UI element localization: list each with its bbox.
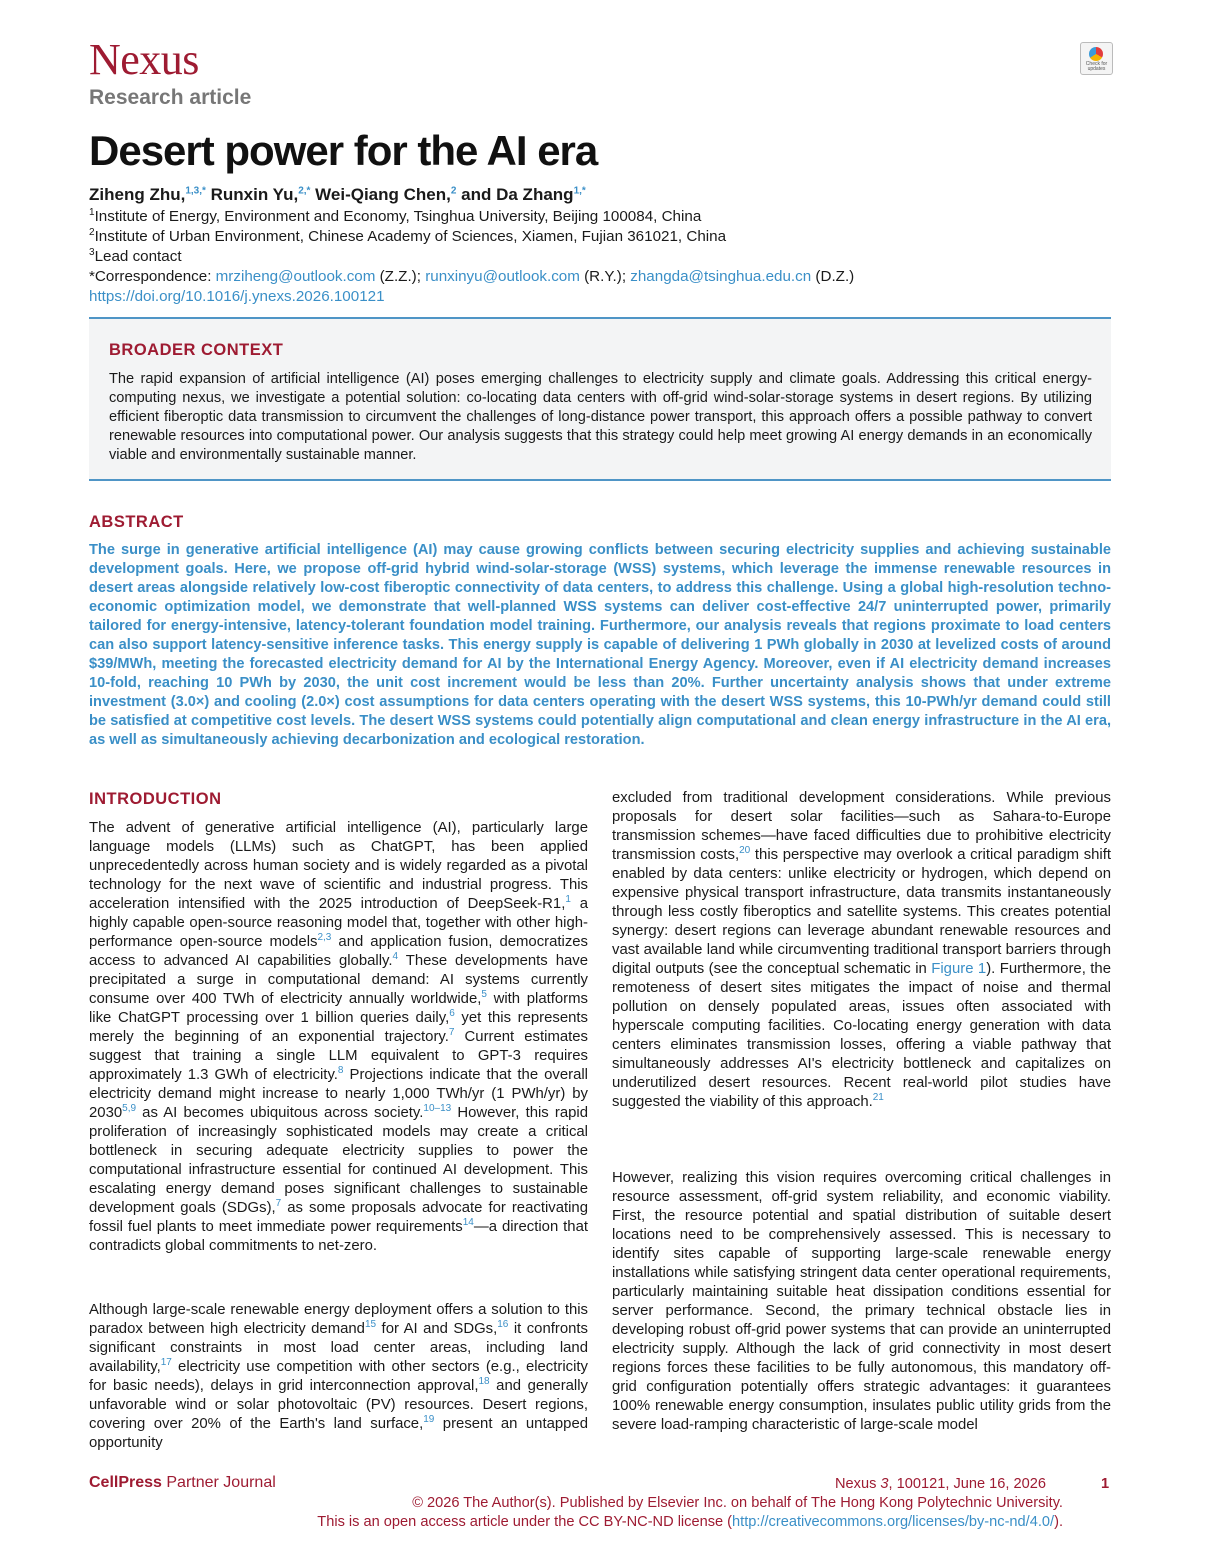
correspondence <box>89 267 854 287</box>
paragraph-text: it confronts significant constraints in most load center areas, including land availability, <box>89 1321 588 1375</box>
citation-volume: 3 <box>880 1476 889 1492</box>
email-link[interactable]: mrziheng@outlook.com <box>215 268 376 285</box>
paragraph-text: These developments have precipitated a surge in computational demand: AI systems currently consume over 400 TWh of electricity annually worldwide, <box>89 953 588 1007</box>
paragraph-text: with platforms like ChatGPT processing over 1 billion queries daily, <box>89 991 588 1026</box>
paragraph-text: as AI becomes ubiquitous across society. <box>136 1105 424 1121</box>
page-number: 1 <box>1101 1476 1110 1492</box>
figure-link[interactable]: Figure 1 <box>931 961 987 977</box>
license-text-end: ). <box>1054 1514 1063 1530</box>
paragraph-text: a highly capable open-source reasoning model that, together with other high-performance open-source models <box>89 896 588 950</box>
abstract-text: The surge in generative artificial intelligence (AI) may cause growing conflicts between securing electricity supplies and achieving sustainable development goals. Here, we propose off-grid hybrid wind-solar-storage (WSS) systems, which leverage the immense renewable resources in desert areas alongside relatively low-cost fiberoptic connectivity of data centers, to address this challenge. Using a global high-resolution techno-economic optimization model, we demonstrate that well-planned WSS systems can deliver cost-effective 24/7 uninterrupted power, primarily tailored for energy-intensive, latency-tolerant foundation model training. Furthermore, our analysis reveals that regions proximate to load centers can also support latency-sensitive inference tasks. This energy supply is capable of delivering 1 PWh globally in 2030 at levelized costs of around $39/MWh, meeting the forecasted electricity demand for AI by the International Energy Agency. Moreover, even if AI electricity demand increases 10-fold, reaching 10 PWh by 2030, the unit cost increment would be less than 20%. Further uncertainty analysis shows that under extreme investment (3.0×) and cooling (2.0×) cost assumptions for data centers operating with the desert WSS systems, this 10-PWh/yr demand could still be satisfied at competitive cost levels. The desert WSS systems could potentially align computational and clean energy infrastructure in the AI era, as well as simultaneously achieving decarbonization and ecological restoration. <box>89 542 1111 748</box>
author-list <box>89 184 586 206</box>
email-link[interactable]: zhangda@tsinghua.edu.cn <box>630 268 812 285</box>
email-owner: (R.Y.); <box>579 268 631 285</box>
broader-context-heading: BROADER CONTEXT <box>109 341 284 359</box>
paragraph-text: yet this represents merely the beginning of an exponential trajectory. <box>89 1010 588 1045</box>
email-link[interactable]: runxinyu@outlook.com <box>425 268 580 285</box>
license-text: This is an open access article under the CC BY-NC-ND license ( <box>317 1514 733 1530</box>
paragraph-text: Projections indicate that the overall electricity demand might increase to nearly 1,000 TWh/yr (1 PWh/yr) by 2030 <box>89 1067 588 1121</box>
reference-link[interactable]: 2,3 <box>317 932 332 944</box>
introduction-paragraph <box>89 1301 588 1453</box>
reference-link[interactable]: 17 <box>160 1357 172 1369</box>
copyright-line: © 2026 The Author(s). Published by Elsevier Inc. on behalf of The Hong Kong Polytechnic University. <box>412 1495 1063 1511</box>
partner-journal-tag: Partner Journal <box>161 1474 276 1491</box>
paragraph-text: and generally unfavorable wind or solar photovoltaic (PV) resources. Desert regions, covering over 20% of the Earth's land surface, <box>89 1378 588 1432</box>
author-sup[interactable]: 2,* <box>298 185 311 197</box>
cellpress-logo-text: CellPress <box>89 1474 162 1491</box>
reference-link[interactable]: 4 <box>392 951 399 963</box>
paragraph-text: Current estimates suggest that training a single LLM equivalent to GPT-3 requires approximately 1.3 GWh of electricity. <box>89 1029 588 1083</box>
introduction-paragraph <box>612 789 1111 1112</box>
author-sup[interactable]: 1,* <box>573 185 586 197</box>
reference-link[interactable]: 15 <box>364 1319 377 1331</box>
reference-link[interactable]: 5,9 <box>122 1103 137 1115</box>
reference-link[interactable]: 6 <box>449 1008 455 1020</box>
doi-link[interactable]: https://doi.org/10.1016/j.ynexs.2026.100121 <box>89 288 385 305</box>
broader-context-text: The rapid expansion of artificial intelligence (AI) poses emerging challenges to electricity supply and climate goals. Addressing this critical energy-computing nexus, we investigate a potential solution: co-locating data centers with off-grid wind-solar-storage systems in desert regions. By utilizing efficient fiberoptic data transmission to circumvent the challenges of long-distance power transport, this approach offers a possible pathway to convert renewable resources into computational power. Our analysis suggests that this strategy could help meet growing AI energy demands in an economically viable and environmentally sustainable manner. <box>109 371 1092 463</box>
reference-link[interactable]: 10–13 <box>423 1103 452 1115</box>
introduction-heading: INTRODUCTION <box>89 790 222 808</box>
paragraph-text: for AI and SDGs, <box>376 1321 498 1337</box>
paragraph-text: present an untapped opportunity <box>89 1416 589 1451</box>
introduction-paragraph <box>612 1169 1111 1435</box>
reference-link[interactable]: 7 <box>275 1198 282 1210</box>
author-name: Ziheng Zhu, <box>89 185 186 204</box>
crossmark-badge[interactable] <box>1080 42 1113 75</box>
abstract-heading: ABSTRACT <box>89 513 184 531</box>
citation-details: , 100121, June 16, 2026 <box>888 1476 1046 1492</box>
affiliation-text: Institute of Urban Environment, Chinese Academy of Sciences, Xiamen, Fujian 361021, China <box>94 228 727 245</box>
crossmark-label: Check for updates <box>1085 61 1108 72</box>
paragraph-text: Although large-scale renewable energy deployment offers a solution to this paradox between high electricity demand <box>89 1302 588 1337</box>
author-name: and Da Zhang <box>461 185 574 204</box>
reference-link[interactable]: 8 <box>337 1065 344 1077</box>
affiliation <box>89 227 726 247</box>
reference-link[interactable]: 1 <box>565 894 571 906</box>
affiliation-text: Lead contact <box>94 248 182 265</box>
reference-link[interactable]: 14 <box>462 1217 474 1229</box>
paragraph-text: —a direction that contradicts global commitments to net-zero. <box>89 1219 588 1254</box>
article-type: Research article <box>89 86 252 109</box>
crossmark-icon <box>1089 47 1103 61</box>
footer-citation <box>835 1475 1046 1494</box>
affiliation-number: 2 <box>89 226 95 238</box>
affiliation-number: 3 <box>89 246 95 258</box>
reference-link[interactable]: 18 <box>478 1376 490 1388</box>
affiliation <box>89 247 182 267</box>
paragraph-text: excluded from traditional development considerations. While previous proposals for desert solar facilities—such as Sahara-to-Europe transmission schemes—have faced difficulties due to prohibitive electricity transmission costs, <box>612 790 1111 863</box>
reference-link[interactable]: 16 <box>497 1319 509 1331</box>
article-title: Desert power for the AI era <box>89 127 598 174</box>
affiliation-text: Institute of Energy, Environment and Economy, Tsinghua University, Beijing 100084, China <box>94 208 702 225</box>
author-name: Runxin Yu, <box>210 185 299 204</box>
email-owner: (D.Z.) <box>811 268 855 285</box>
citation-journal: Nexus <box>835 1476 881 1492</box>
license-line <box>89 1513 1063 1532</box>
reference-link[interactable]: 5 <box>481 989 487 1001</box>
paragraph-text: as some proposals advocate for reactivating fossil fuel plants to meet immediate power requirements <box>89 1200 588 1235</box>
reference-link[interactable]: 20 <box>739 845 751 857</box>
reference-link[interactable]: 7 <box>448 1027 455 1039</box>
reference-link[interactable]: 21 <box>872 1092 884 1104</box>
author-name: Wei-Qiang Chen, <box>315 185 451 204</box>
author-sup[interactable]: 1,3,* <box>185 185 206 197</box>
email-owner: (Z.Z.); <box>375 268 426 285</box>
paragraph-text: electricity use competition with other sectors (e.g., electricity for basic needs), delays in grid interconnection approval, <box>89 1359 588 1394</box>
author-sup[interactable]: 2 <box>450 185 457 197</box>
journal-name: Nexus <box>89 35 199 84</box>
cellpress-logo <box>89 1473 276 1493</box>
license-link[interactable]: http://creativecommons.org/licenses/by-nc-nd/4.0/ <box>732 1514 1055 1530</box>
paragraph-text: However, realizing this vision requires overcoming critical challenges in resource assessment, off-grid system reliability, and economic viability. First, the resource potential and spatial distribution of suitable desert locations need to be comprehensively assessed. This is necessary to identify sites capable of supporting large-scale renewable energy installations while satisfying stringent data center operational requirements, particularly maintaining suitable heat dissipation conditions essential for server performance. Second, the primary technical obstacle lies in developing robust off-grid power systems that can provide an uninterrupted electricity supply. Although the lack of grid connectivity in most desert regions forces these facilities to be fully autonomous, this mandatory off-grid configuration potentially offers strategic advantages: it guarantees 100% renewable energy consumption, insulates public utility grids from the severe load-ramping characteristic of large-scale model <box>612 1170 1111 1433</box>
affiliation-number: 1 <box>89 206 95 218</box>
paragraph-text: this perspective may overlook a critical paradigm shift enabled by data centers: unlike electricity or hydrogen, which depend on expensive physical transport infrastructure, data transmits instantaneously through less costly fiberoptics and satellite systems. This creates potential synergy: desert regions can leverage abundant renewable resources and vast available land while circumventing traditional transport barriers through digital outputs (see the conceptual schematic in <box>612 847 1111 977</box>
affiliation <box>89 207 701 227</box>
paragraph-text: However, this rapid proliferation of increasingly sophisticated models may create a critical bottleneck in securing adequate electricity supplies to power the computational infrastructure essential for continued AI development. This escalating energy demand poses significant challenges to sustainable development goals (SDGs), <box>89 1105 588 1216</box>
correspondence-label: *Correspondence: <box>89 268 216 285</box>
introduction-paragraph <box>89 819 588 1256</box>
paragraph-text: The advent of generative artificial intelligence (AI), particularly large language models (LLMs) such as ChatGPT, has been applied unprecedentedly across human society and is widely regarded as a pivotal technology for the next wave of scientific and industrial progress. This acceleration intensified with the 2025 introduction of DeepSeek-R1, <box>89 820 588 912</box>
paragraph-text: and application fusion, democratizes access to advanced AI capabilities globally. <box>89 934 589 969</box>
reference-link[interactable]: 19 <box>423 1414 435 1426</box>
paragraph-text: ). Furthermore, the remoteness of desert sites mitigates the impact of noise and thermal pollution on densely populated areas, issues often associated with hyperscale computing facilities. Co-locating energy generation with data centers eliminates transmission losses, offering a viable pathway that simultaneously addresses AI's electricity bottleneck and capitalizes on underutilized desert resources. Recent real-world pilot studies have suggested the viability of this approach. <box>612 961 1111 1110</box>
